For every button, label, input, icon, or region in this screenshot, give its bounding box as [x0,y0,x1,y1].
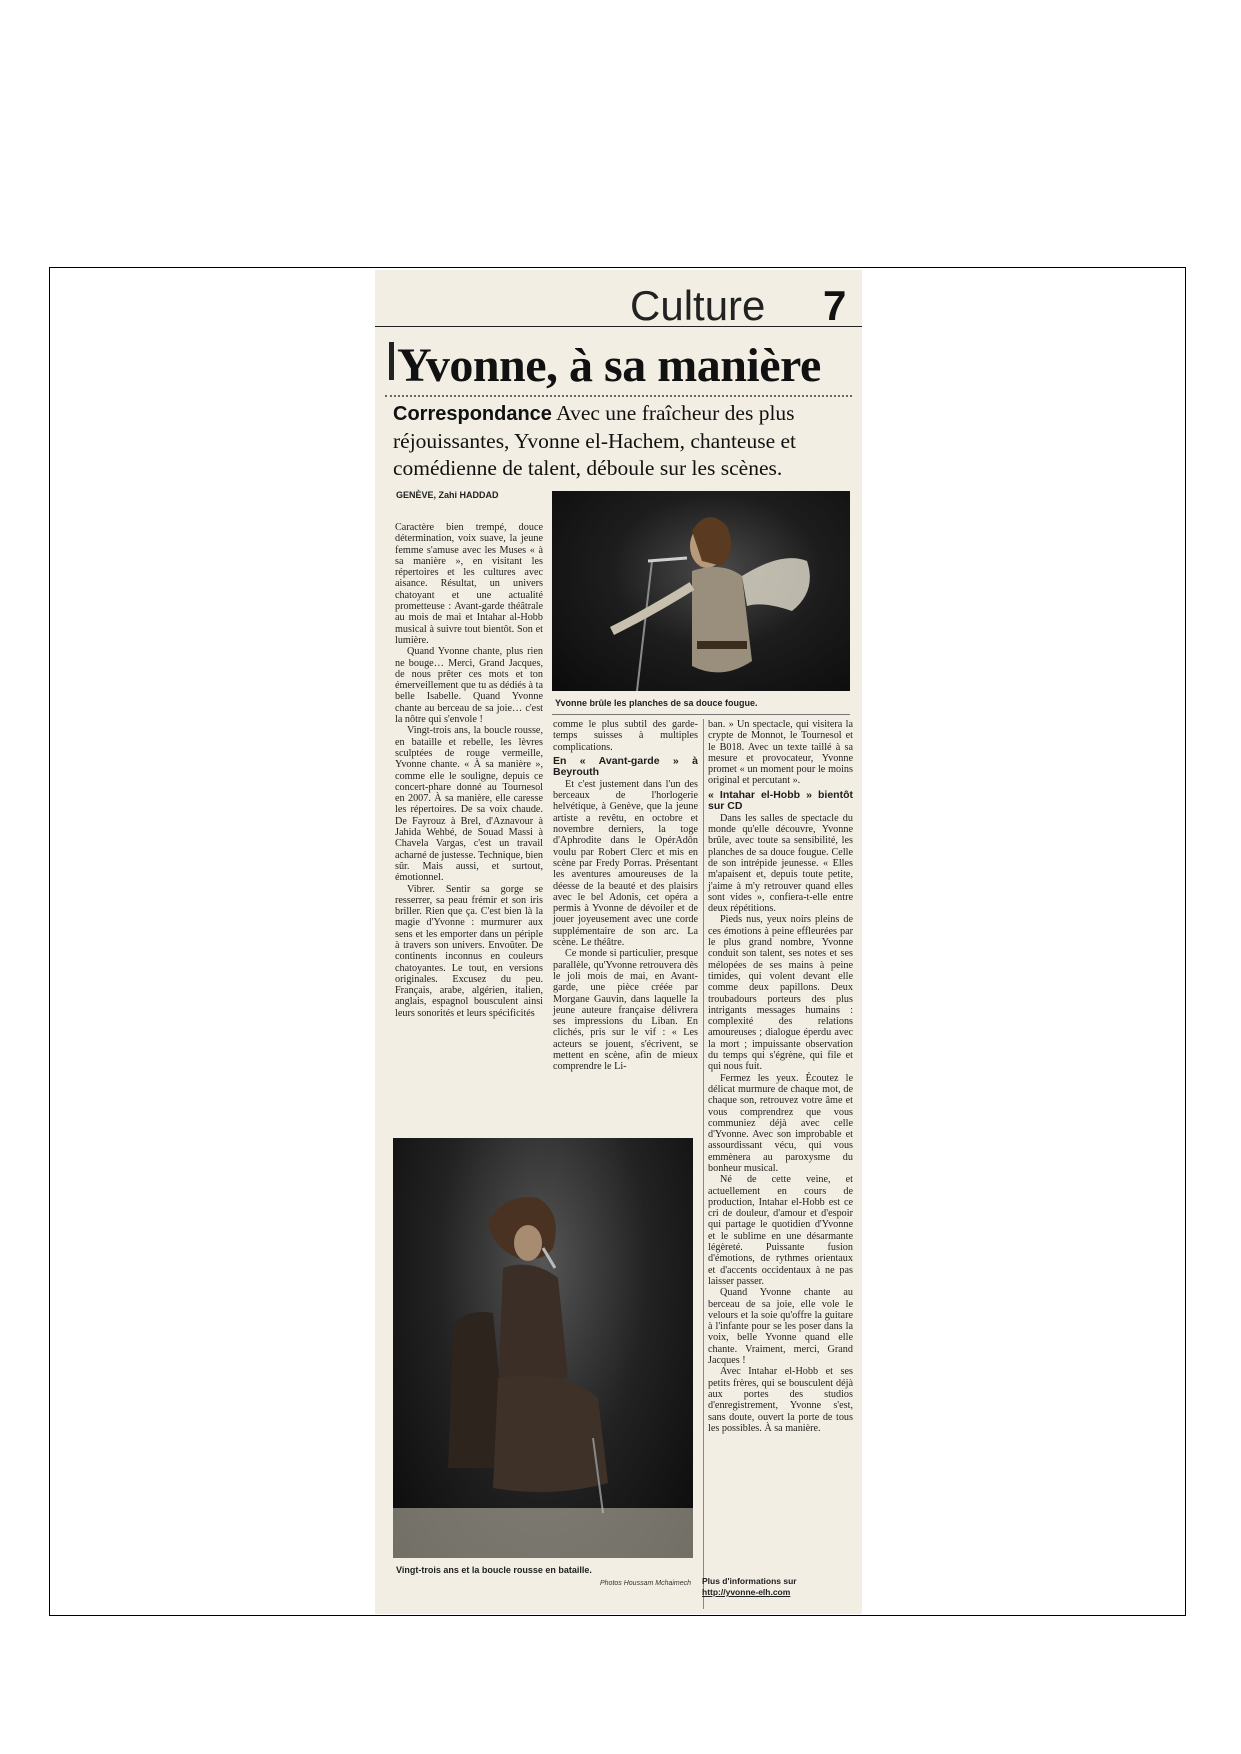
section-label: Culture [630,282,766,329]
subheading-intahar: « Intahar el-Hobb » bientôt sur CD [708,788,853,812]
singer-figure-icon [552,491,850,691]
dotted-rule [385,395,852,397]
headline: Yvonne, à sa manière [397,339,821,392]
paragraph: Quand Yvonne chante au berceau de sa joie, elle vole le velours et la soie qu'offre la guitare à l'infante pour se les poser dans la voix, belle Yvonne quand elle chante. Vraiment, merci, Grand Jacques ! [708,1287,853,1367]
website-link[interactable]: http://yvonne-elh.com [702,1587,791,1597]
paragraph: Né de cette veine, et actuellement en cours de production, Intahar el-Hobb est ce cri de douleur, d'amour et d'espoir qui partage le quotidien d'Yvonne et le sublime en une désarmante légèreté. Puissante fusion d'émotions, de rythmes orientaux et d'accents occidentaux à ne pas laisser passer. [708,1174,853,1287]
photo-yvonne-seated [393,1138,693,1558]
caption-top-photo: Yvonne brûle les planches de sa douce fougue. [555,698,758,708]
caption-bottom-photo: Vingt-trois ans et la boucle rousse en bataille. [396,1565,592,1575]
seated-singer-icon [393,1138,693,1558]
paragraph: ban. » Un spectacle, qui visitera la crypte de Monnot, le Tournesol et le B018. Avec un texte taillé à sa mesure et provocateur, Yvonne promet « un moment pour le moins original et percutant ». [708,719,853,787]
header-rule [375,326,862,327]
byline: GENÈVE, Zahi HADDAD [396,490,499,500]
more-info-label: Plus d'informations sur [702,1576,797,1586]
headline-bar [389,342,394,380]
deck [393,400,848,482]
deck-text: Avec une fraîcheur des plus réjouissantes, Yvonne el-Hachem, chanteuse et comédienne de talent, déboule sur les scènes. [393,401,797,480]
paragraph: Vingt-trois ans, la boucle rousse, en bataille et rebelle, les lèvres sculptées de rouge vermeille, Yvonne chante. « À sa manière », comme elle le souligne, depuis ce concert-phare donné au Tournesol en 2007. À sa manière, elle caresse les répertoires. De sa voix chaude. De Fayrouz à Brel, d'Aznavour à Jahida Wehbé, de Souad Massi à Chavela Vargas, c'est un travail acharné de justesse. Technique, bien sûr. Mais aussi, et surtout, émotionnel. [395,725,543,884]
paragraph: Et c'est justement dans l'un des berceaux de l'horlogerie helvétique, à Genève, que la jeune artiste a revêtu, en octobre et novembre derniers, la toge d'Aphrodite dans le OpérAdôn voulu par Robert Clerc et mis en scène par Fredy Porras. Présentant les aventures amoureuses de la déesse de la beauté et des plaisirs avec le bel Adonis, cet opéra a permis à Yvonne de dévoiler et de jouer joyeusement avec une corde supplémentaire de son arc. La scène. Le théâtre. [553,778,698,949]
photo-credit: Photos Houssam Mchaimech [600,1580,692,1587]
paragraph: Pieds nus, yeux noirs pleins de ces émotions à peine effleurées par le plus grand nombre, Yvonne conduit son talent, ses notes et ses mélopées de ses mains à peine timides, qui volent devant elle comme deux papillons. Deux troubadours porteurs des plus intrigants messages humains : complexité des relations amoureuses ; dialogue éperdu avec la mort ; impuissante observation du temps qui s'égrène, qui file et qui nous fuit. [708,914,853,1073]
paragraph: Dans les salles de spectacle du monde qu'elle découvre, Yvonne brûle, avec toute sa sensibilité, les planches de sa douce fougue. Celle de son intrépide jeunesse. « Elles m'apaisent et, depuis toute petite, j'aime à m'y retrouver quand elles sont vides », confiera-t-elle entre deux répétitions. [708,812,853,915]
article-column-3 [708,719,853,1434]
newspaper-clipping [375,270,862,1614]
caption-rule [552,714,850,715]
more-info [702,1576,797,1598]
article-column-2 [553,719,698,1073]
subheading-avant-garde: En « Avant-garde » à Beyrouth [553,754,698,778]
photo-yvonne-singing [552,491,850,691]
paragraph: Caractère bien trempé, douce détermination, voix suave, la jeune femme s'amuse avec les Muses « à sa manière », en visitant les répertoires et les cultures avec aisance. Résultat, un univers chatoyant et une actualité prometteuse : Avant-garde théâtrale au mois de mai et Intahar al-Hobb musical à suivre tout bientôt. Son et lumière. [395,522,543,646]
article-column-1 [395,522,543,1019]
paragraph: Quand Yvonne chante, plus rien ne bouge… Merci, Grand Jacques, de nous prêter ces mots et ton émerveillement que tu as dédiés à ta belle Isabelle. Quand Yvonne chante au berceau de sa joie… c'est la nôtre qui s'envole ! [395,646,543,726]
paragraph: Fermez les yeux. Écoutez le délicat murmure de chaque mot, de chaque son, retrouvez votre âme et vous comprendrez que vous communiez déjà avec celle d'Yvonne. Avec son improbable et assourdissant vécu, qui vous emmènera au paroxysme du bonheur musical. [708,1072,853,1174]
column-divider [703,719,704,1609]
paragraph: comme le plus subtil des garde-temps suisses à multiples complications. [553,719,698,753]
paragraph: Ce monde si particulier, presque parallèle, qu'Yvonne retrouvera dès le joli mois de mai, en Avant-garde, une pièce créée par Morgane Gauvin, dans laquelle la jeune auteure française délivrera ses impressions du Liban. En clichés, pris sur le vif : « Les acteurs se jouent, s'écrivent, se mettent en scène, afin de mieux comprendre le Li- [553,948,698,1073]
page-number: 7 [823,282,847,329]
deck-kicker: Correspondance [393,403,552,425]
paragraph: Avec Intahar el-Hobb et ses petits frères, qui se bousculent déjà aux portes des studios d'enregistrement, Yvonne s'est, sans doute, ouvert la porte de tous les possibles. À sa manière. [708,1366,853,1434]
paragraph: Vibrer. Sentir sa gorge se resserrer, sa peau frémir et son iris briller. Rien que ça. C'est bien là la magie d'Yvonne : murmurer aux sens et les emporter dans un périple à travers son univers. Envoûter. De continents inconnus en couleurs chatoyantes. Le tout, en versions originales. Excusez du peu. Français, arabe, algérien, italien, anglais, espagnol bousculent ainsi leurs sonorités et leurs spécificités [395,883,543,1019]
